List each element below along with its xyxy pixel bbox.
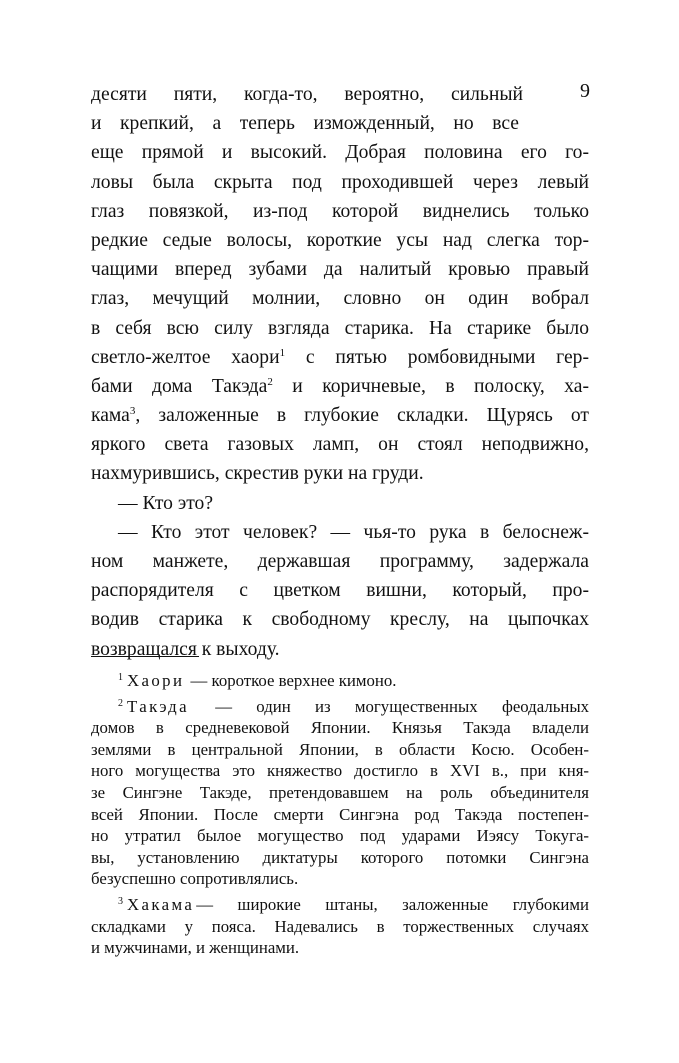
footnotes <box>91 670 589 963</box>
text-line: яркого света газовых ламп, он стоял неподвижно, <box>91 434 589 456</box>
footnote-ref[interactable]: 3 <box>129 405 136 418</box>
text-segment: , заложенные в глубокие складки. Щурясь от <box>135 405 589 427</box>
text-line: ном манжете, державшая программу, задержала <box>91 551 589 572</box>
text-line: еще прямой и высокий. Добрая половина его го- <box>91 142 589 164</box>
footnote-line <box>91 696 589 718</box>
text-line: водив старика к свободному креслу, на цыпочках <box>91 609 589 631</box>
text-line: в себя всю силу взгляда старика. На старике было <box>91 317 589 339</box>
footnote-line: складками у пояса. Надевались в торжественных случаях <box>91 916 589 936</box>
text-segment: и коричневые, в полоску, ха- <box>272 375 590 397</box>
footnote-term: Хакама <box>127 894 195 914</box>
text-line: редкие седые волосы, короткие усы над слегка тор- <box>91 229 589 251</box>
main-text <box>91 80 589 664</box>
page-number: 9 <box>580 80 590 102</box>
footnote-line: землями в центральной Японии, в области Косю. Особен- <box>91 739 589 759</box>
dialog-line: — Кто этот человек? — чья-то рука в белоснеж- <box>118 521 589 543</box>
text-line <box>91 343 589 372</box>
footnote-line <box>91 670 589 692</box>
text-line: распорядителя с цветком вишни, который, про- <box>91 580 589 602</box>
footnote-number: 2 <box>118 697 123 709</box>
footnote-ref[interactable]: 2 <box>267 375 273 388</box>
footnote-line <box>91 894 589 916</box>
footnote-divider <box>91 656 199 657</box>
footnote-line: безуспешно сопротивлялись. <box>91 869 299 889</box>
text-line: глаз, мечущий молнии, словно он один вобрал <box>91 288 589 310</box>
footnote-3 <box>91 894 589 959</box>
footnote-line: домов в средневековой Японии. Князья Такэда владели <box>91 718 589 738</box>
text-segment: с пятью ромбовидными гер- <box>285 346 589 368</box>
text-segment: светло-желтое хаори <box>91 346 280 368</box>
footnote-line: зе Сингэне Такэде, претендовавшем на роль объединителя <box>91 782 589 802</box>
text-line: и крепкий, а теперь изможденный, но все <box>91 113 519 135</box>
footnote-number: 3 <box>118 895 123 907</box>
footnote-line: ного могущества это княжество достигло в XVI в., при кня- <box>91 761 589 781</box>
footnote-text: — один из могущественных феодальных <box>215 696 589 716</box>
text-line: чащими вперед зубами да налитый кровью правый <box>91 259 589 281</box>
footnote-term: Хаори <box>127 671 185 690</box>
text-line <box>91 401 589 430</box>
footnote-line: всей Японии. После смерти Сингэна род Такэда постепен- <box>91 804 589 824</box>
footnote-text: — короткое верхнее кимоно. <box>190 671 397 690</box>
footnote-ref[interactable]: 1 <box>279 346 286 359</box>
text-line: возвращался к выходу. <box>91 638 280 660</box>
text-segment: кама <box>91 405 130 427</box>
text-segment: бами дома Такэда <box>91 375 268 397</box>
footnote-text: — широкие штаны, заложенные глубокими <box>196 894 589 914</box>
footnote-line: вы, установлению диктатуры которого потомки Сингэна <box>91 847 589 867</box>
footnote-line: и мужчинами, и женщинами. <box>91 938 300 958</box>
dialog-line: — Кто это? <box>118 492 214 514</box>
footnote-number: 1 <box>118 672 123 683</box>
text-line: десяти пяти, когда-то, вероятно, сильный <box>91 84 523 105</box>
text-line: ловы была скрыта под проходившей через левый <box>91 171 589 193</box>
footnote-term: Такэда <box>127 696 189 716</box>
footnote-2 <box>91 696 589 890</box>
text-line: глаз повязкой, из-под которой виднелись только <box>91 200 589 222</box>
text-line <box>91 372 589 401</box>
footnote-line: но утратил былое могущество под ударами Иэясу Токуга- <box>91 826 589 846</box>
text-line: нахмурившись, скрестив руки на груди. <box>91 463 424 485</box>
footnote-1 <box>91 670 589 692</box>
